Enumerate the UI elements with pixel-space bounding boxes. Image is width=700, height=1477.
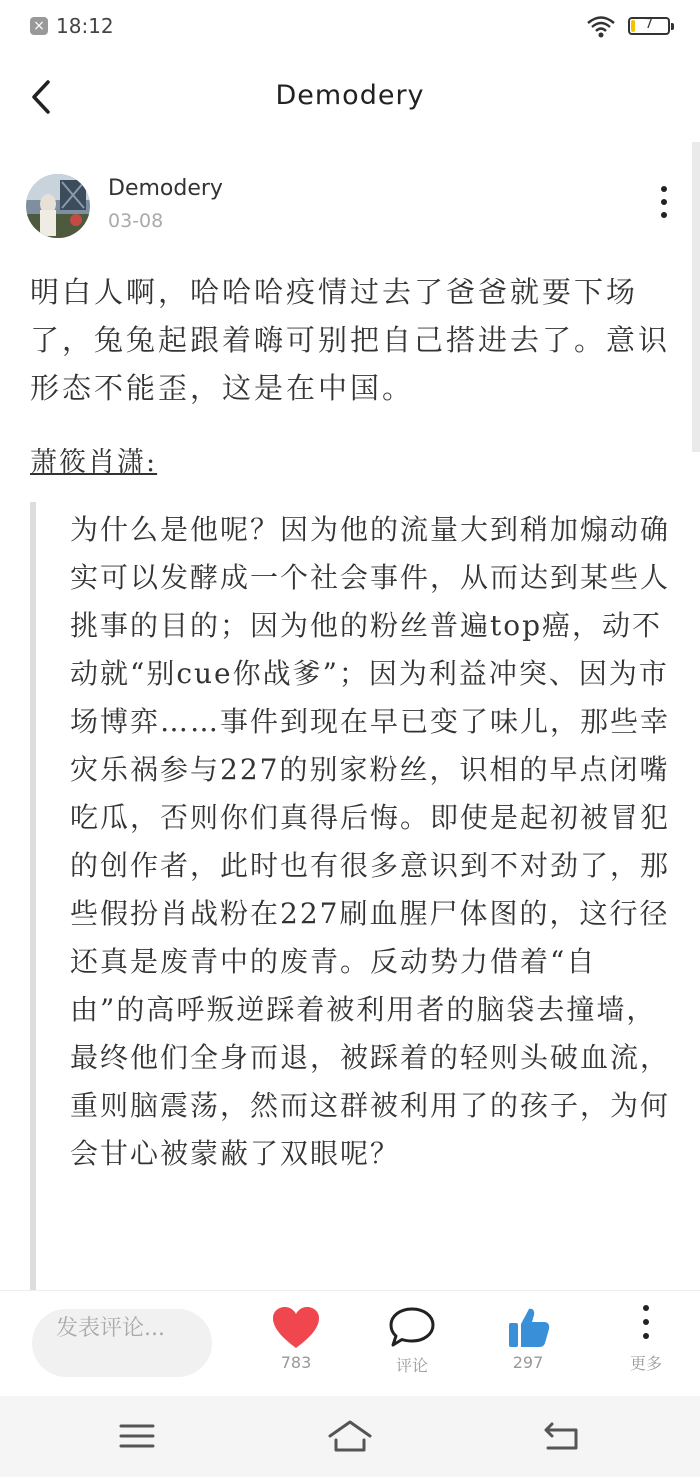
more-button[interactable] <box>606 1305 686 1374</box>
quote-text: 为什么是他呢？因为他的流量大到稍加煽动确实可以发酵成一个社会事件，从而达到某些人挑事的目的；因为他的粉丝普遍top癌，动不动就“别cue你战爹”；因为利益冲突、因为市场博弈……事件到现在早已变了味儿，那些幸灾乐祸参与227的别家粉丝，识相的早点闭嘴吃瓜，否则你们真得后悔。即使是起初被冒犯的创作者，此时也有很多意识到不对劲了，那些假扮肖战粉在227刷血腥尸体图的，这行径还真是废青中的废青。反动势力借着“自由”的高呼叛逆踩着被利用者的脑袋去撞墙，最终他们全身而退，被踩着的轻则头破血流，重则脑震荡，然而这群被利用了的孩子，为何会甘心被蒙蔽了双眼呢？ <box>70 513 670 1170</box>
more-dots-icon <box>641 1305 651 1349</box>
page-title: Demodery <box>275 80 425 111</box>
avatar[interactable] <box>26 174 90 238</box>
menu-icon[interactable] <box>107 1416 167 1456</box>
comment-label: 评论 <box>395 1356 428 1375</box>
thumbs-up-button[interactable] <box>488 1305 568 1372</box>
close-badge-icon: × <box>30 17 48 35</box>
wifi-icon <box>586 14 616 38</box>
heart-icon <box>271 1305 321 1351</box>
like-count: 783 <box>280 1353 312 1372</box>
battery-icon <box>628 17 670 35</box>
quote-block <box>30 502 670 1292</box>
nav-bar <box>0 52 700 144</box>
status-bar <box>0 0 700 52</box>
more-label: 更多 <box>629 1354 662 1373</box>
quote-author[interactable]: 萧筱肖潇: <box>30 447 158 478</box>
post-body: 明白人啊，哈哈哈疫情过去了爸爸就要下场了，兔兔起跟着嗨可别把自己搭进去了。意识形态不能歪，这是在中国。 <box>30 275 671 405</box>
home-icon[interactable] <box>320 1416 380 1456</box>
author-name[interactable]: Demodery <box>108 176 223 201</box>
status-left <box>30 14 114 38</box>
comment-button[interactable] <box>372 1305 452 1376</box>
system-nav-bar <box>0 1396 700 1477</box>
like-button[interactable] <box>256 1305 336 1372</box>
status-time: 18:12 <box>56 14 114 38</box>
post-date: 03-08 <box>108 210 164 232</box>
scrollbar[interactable] <box>692 142 700 452</box>
battery-level: 7 <box>644 17 654 32</box>
speech-bubble-icon <box>387 1305 437 1351</box>
thumbs-up-count: 297 <box>512 1353 544 1372</box>
more-options-icon[interactable] <box>652 186 676 226</box>
back-icon[interactable] <box>532 1416 592 1456</box>
thumbs-up-icon <box>503 1305 553 1351</box>
comment-input[interactable]: 发表评论... <box>32 1309 212 1377</box>
status-right <box>586 14 670 38</box>
action-bar <box>0 1290 700 1397</box>
author-row <box>26 172 676 242</box>
